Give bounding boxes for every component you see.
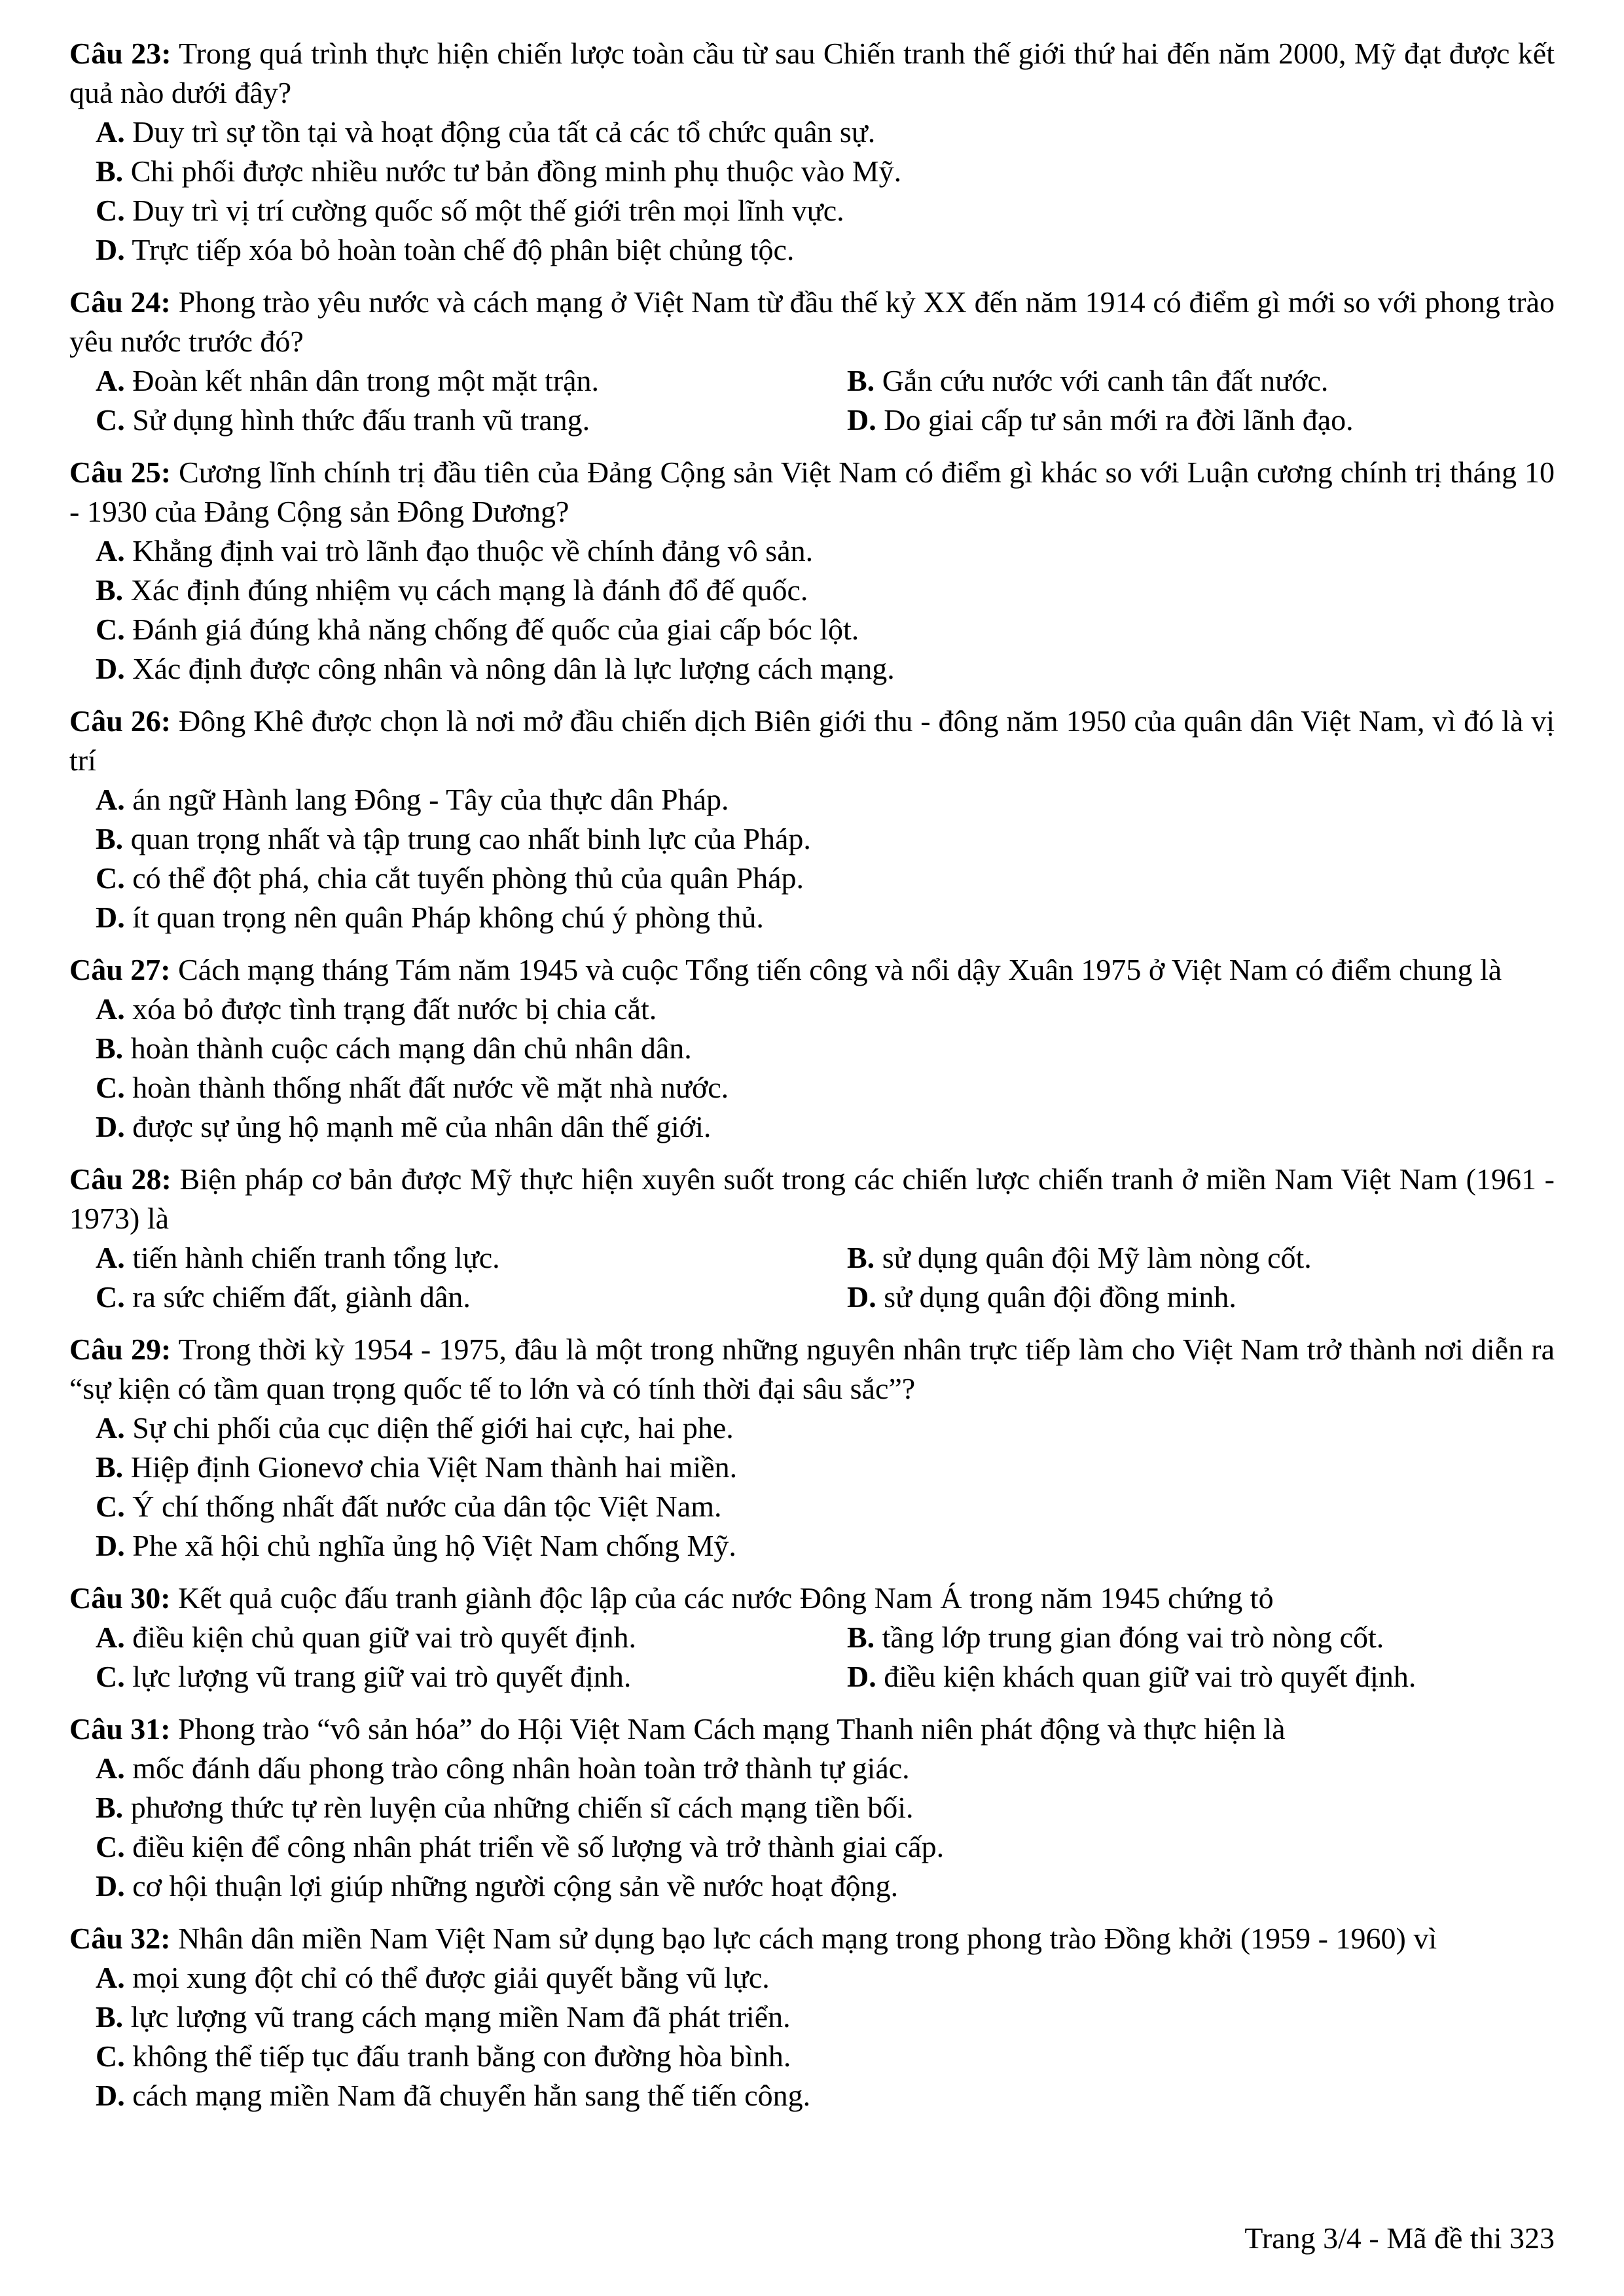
question-stem-text: Nhân dân miền Nam Việt Nam sử dụng bạo lực cách mạng trong phong trào Đồng khởi (1959 - 1960) vì — [178, 1922, 1437, 1955]
answer-option — [96, 649, 1555, 689]
question-stem-text: Đông Khê được chọn là nơi mở đầu chiến dịch Biên giới thu - đông năm 1950 của quân dân Việt Nam, vì đó là vị trí — [69, 704, 1555, 777]
question — [69, 34, 1555, 270]
answer-option — [96, 610, 1555, 649]
answer-option — [96, 780, 1555, 819]
question-stem — [69, 1919, 1555, 1958]
answer-option — [96, 1867, 1555, 1906]
option-text: Khẳng định vai trò lãnh đạo thuộc về chính đảng vô sản. — [132, 534, 814, 567]
question-stem — [69, 950, 1555, 990]
option-text: Đánh giá đúng khả năng chống đế quốc của giai cấp bóc lột. — [132, 613, 859, 646]
answer-option — [96, 1958, 1555, 1998]
answer-option — [96, 361, 847, 401]
question-label: Câu 29: — [69, 1333, 171, 1366]
answer-option — [96, 1408, 1555, 1448]
option-text: Do giai cấp tư sản mới ra đời lãnh đạo. — [884, 403, 1354, 437]
question-stem-text: Cương lĩnh chính trị đầu tiên của Đảng Cộng sản Việt Nam có điểm gì khác so với Luận cương chính trị tháng 10 - 1930 của Đảng Cộng sản Đông Dương? — [69, 456, 1555, 528]
question-label: Câu 31: — [69, 1712, 171, 1746]
option-letter: B. — [96, 1791, 124, 1824]
option-text: có thể đột phá, chia cắt tuyến phòng thủ của quân Pháp. — [132, 861, 804, 895]
answer-option — [96, 1657, 847, 1696]
option-letter: D. — [847, 403, 876, 437]
option-list — [69, 990, 1555, 1147]
answer-option — [96, 1487, 1555, 1526]
option-letter: D. — [96, 1110, 125, 1143]
answer-option — [96, 401, 847, 440]
option-list — [69, 1408, 1555, 1566]
answer-option — [96, 859, 1555, 898]
answer-option — [96, 1749, 1555, 1788]
option-letter: C. — [96, 1490, 125, 1523]
question-stem — [69, 34, 1555, 113]
option-letter: D. — [96, 233, 125, 266]
option-text: điều kiện để công nhân phát triển về số lượng và trở thành giai cấp. — [132, 1830, 945, 1863]
option-text: Sử dụng hình thức đấu tranh vũ trang. — [132, 403, 590, 437]
answer-option — [96, 2076, 1555, 2115]
option-letter: A. — [96, 1751, 125, 1785]
answer-option — [96, 1107, 1555, 1147]
option-letter: D. — [847, 1660, 876, 1693]
answer-option — [96, 1278, 847, 1317]
option-text: Chi phối được nhiều nước tư bản đồng minh phụ thuộc vào Mỹ. — [130, 154, 902, 188]
question-stem-text: Phong trào “vô sản hóa” do Hội Việt Nam Cách mạng Thanh niên phát động và thực hiện là — [178, 1712, 1286, 1746]
answer-option — [96, 152, 1555, 191]
question-label: Câu 30: — [69, 1581, 171, 1615]
option-text: điều kiện khách quan giữ vai trò quyết định. — [884, 1660, 1416, 1693]
answer-option — [847, 1278, 1555, 1317]
question — [69, 950, 1555, 1147]
option-text: tầng lớp trung gian đóng vai trò nòng cốt. — [882, 1621, 1384, 1654]
question-stem-text: Cách mạng tháng Tám năm 1945 và cuộc Tổng tiến công và nổi dậy Xuân 1975 ở Việt Nam có điểm chung là — [178, 953, 1502, 986]
answer-option — [96, 1618, 847, 1657]
option-letter: D. — [96, 652, 125, 685]
option-letter: D. — [96, 1869, 125, 1903]
option-list — [69, 1958, 1555, 2115]
answer-option — [96, 230, 1555, 270]
answer-option — [96, 1068, 1555, 1107]
answer-option — [96, 113, 1555, 152]
option-letter: D. — [96, 2079, 125, 2112]
question-stem-text: Trong quá trình thực hiện chiến lược toàn cầu từ sau Chiến tranh thế giới thứ hai đến năm 2000, Mỹ đạt được kết quả nào dưới đây? — [69, 37, 1555, 109]
option-list — [69, 113, 1555, 270]
option-text: Đoàn kết nhân dân trong một mặt trận. — [132, 364, 600, 397]
answer-option — [96, 1526, 1555, 1566]
question-stem — [69, 1160, 1555, 1238]
question — [69, 283, 1555, 440]
answer-option — [96, 1029, 1555, 1068]
option-letter: C. — [96, 2039, 125, 2073]
option-list — [69, 1749, 1555, 1906]
question-label: Câu 23: — [69, 37, 171, 70]
option-text: xóa bỏ được tình trạng đất nước bị chia cắt. — [132, 992, 657, 1026]
question-stem — [69, 1710, 1555, 1749]
option-letter: C. — [96, 1830, 125, 1863]
option-letter: B. — [847, 364, 875, 397]
option-letter: C. — [96, 1071, 125, 1104]
option-letter: D. — [96, 1529, 125, 1562]
option-text: Hiệp định Gionevơ chia Việt Nam thành hai miền. — [130, 1450, 738, 1484]
option-text: sử dụng quân đội Mỹ làm nòng cốt. — [882, 1241, 1312, 1274]
option-text: lực lượng vũ trang cách mạng miền Nam đã phát triển. — [130, 2000, 791, 2034]
answer-option — [847, 1657, 1555, 1696]
question-label: Câu 24: — [69, 285, 171, 319]
answer-option — [96, 571, 1555, 610]
option-text: cách mạng miền Nam đã chuyển hẳn sang thế tiến công. — [132, 2079, 811, 2112]
option-letter: A. — [96, 364, 125, 397]
question-label: Câu 26: — [69, 704, 171, 738]
option-list — [69, 780, 1555, 937]
question-stem — [69, 1579, 1555, 1618]
option-letter: A. — [96, 1241, 125, 1274]
option-text: ít quan trọng nên quân Pháp không chú ý phòng thủ. — [132, 901, 764, 934]
option-letter: D. — [96, 901, 125, 934]
option-text: Gắn cứu nước với canh tân đất nước. — [882, 364, 1329, 397]
option-text: phương thức tự rèn luyện của những chiến sĩ cách mạng tiền bối. — [130, 1791, 914, 1824]
question-label: Câu 28: — [69, 1162, 171, 1196]
answer-option — [96, 898, 1555, 937]
option-list — [69, 361, 1555, 440]
question — [69, 1710, 1555, 1906]
answer-option — [96, 819, 1555, 859]
option-letter: B. — [847, 1621, 875, 1654]
option-text: Xác định được công nhân và nông dân là lực lượng cách mạng. — [132, 652, 895, 685]
option-text: điều kiện chủ quan giữ vai trò quyết định. — [132, 1621, 636, 1654]
question — [69, 1919, 1555, 2115]
option-letter: A. — [96, 783, 125, 816]
option-text: Sự chi phối của cục diện thế giới hai cực, hai phe. — [132, 1411, 734, 1444]
question-stem — [69, 283, 1555, 361]
option-letter: A. — [96, 1621, 125, 1654]
option-letter: A. — [96, 534, 125, 567]
option-list — [69, 1238, 1555, 1317]
option-text: Phe xã hội chủ nghĩa ủng hộ Việt Nam chống Mỹ. — [132, 1529, 736, 1562]
answer-option — [96, 1448, 1555, 1487]
option-text: cơ hội thuận lợi giúp những người cộng sản về nước hoạt động. — [132, 1869, 899, 1903]
question — [69, 702, 1555, 937]
option-letter: A. — [96, 992, 125, 1026]
question-list — [69, 34, 1555, 2115]
option-text: tiến hành chiến tranh tổng lực. — [132, 1241, 500, 1274]
answer-option — [847, 1618, 1555, 1657]
option-letter: B. — [96, 822, 124, 855]
question-label: Câu 27: — [69, 953, 171, 986]
question — [69, 1579, 1555, 1696]
option-letter: D. — [847, 1280, 876, 1314]
option-letter: B. — [96, 2000, 124, 2034]
option-text: được sự ủng hộ mạnh mẽ của nhân dân thế giới. — [132, 1110, 712, 1143]
answer-option — [96, 1827, 1555, 1867]
option-text: Ý chí thống nhất đất nước của dân tộc Việt Nam. — [132, 1490, 722, 1523]
option-letter: B. — [96, 1031, 124, 1065]
question-stem-text: Biện pháp cơ bản được Mỹ thực hiện xuyên suốt trong các chiến lược chiến tranh ở miền Nam Việt Nam (1961 - 1973) là — [69, 1162, 1555, 1235]
question-stem — [69, 702, 1555, 780]
answer-option — [96, 1788, 1555, 1827]
option-letter: C. — [96, 403, 125, 437]
option-text: lực lượng vũ trang giữ vai trò quyết định. — [132, 1660, 632, 1693]
question-stem-text: Phong trào yêu nước và cách mạng ở Việt Nam từ đầu thế kỷ XX đến năm 1914 có điểm gì mới so với phong trào yêu nước trước đó? — [69, 285, 1555, 358]
option-letter: B. — [96, 1450, 124, 1484]
option-text: không thể tiếp tục đấu tranh bằng con đường hòa bình. — [132, 2039, 791, 2073]
answer-option — [847, 1238, 1555, 1278]
option-text: Duy trì vị trí cường quốc số một thế giới trên mọi lĩnh vực. — [132, 194, 844, 227]
option-text: quan trọng nhất và tập trung cao nhất binh lực của Pháp. — [130, 822, 811, 855]
question-stem — [69, 1330, 1555, 1408]
option-list — [69, 1618, 1555, 1696]
question-label: Câu 32: — [69, 1922, 171, 1955]
answer-option — [96, 1238, 847, 1278]
answer-option — [847, 361, 1555, 401]
page-footer: Trang 3/4 - Mã đề thi 323 — [1244, 2221, 1555, 2255]
option-letter: C. — [96, 1660, 125, 1693]
option-text: Duy trì sự tồn tại và hoạt động của tất cả các tổ chức quân sự. — [132, 115, 876, 149]
option-text: mọi xung đột chỉ có thể được giải quyết bằng vũ lực. — [132, 1961, 770, 1994]
option-letter: B. — [96, 154, 124, 188]
option-text: Xác định đúng nhiệm vụ cách mạng là đánh đổ đế quốc. — [130, 573, 808, 607]
option-letter: B. — [96, 573, 124, 607]
option-letter: A. — [96, 1961, 125, 1994]
option-letter: C. — [96, 861, 125, 895]
answer-option — [96, 531, 1555, 571]
option-text: mốc đánh dấu phong trào công nhân hoàn toàn trở thành tự giác. — [132, 1751, 910, 1785]
option-letter: C. — [96, 613, 125, 646]
question — [69, 1330, 1555, 1566]
option-text: án ngữ Hành lang Đông - Tây của thực dân Pháp. — [132, 783, 729, 816]
option-text: hoàn thành cuộc cách mạng dân chủ nhân dân. — [130, 1031, 692, 1065]
question-stem-text: Trong thời kỳ 1954 - 1975, đâu là một trong những nguyên nhân trực tiếp làm cho Việt Nam trở thành nơi diễn ra “sự kiện có tầm quan trọng quốc tế to lớn và có tính thời đại sâu sắc”? — [69, 1333, 1555, 1405]
option-letter: A. — [96, 1411, 125, 1444]
answer-option — [96, 191, 1555, 230]
option-letter: C. — [96, 194, 125, 227]
option-text: Trực tiếp xóa bỏ hoàn toàn chế độ phân biệt chủng tộc. — [132, 233, 795, 266]
answer-option — [847, 401, 1555, 440]
question-label: Câu 25: — [69, 456, 171, 489]
option-text: sử dụng quân đội đồng minh. — [884, 1280, 1236, 1314]
question — [69, 453, 1555, 689]
option-text: hoàn thành thống nhất đất nước về mặt nhà nước. — [132, 1071, 729, 1104]
option-text: ra sức chiếm đất, giành dân. — [132, 1280, 471, 1314]
option-letter: C. — [96, 1280, 125, 1314]
question-stem — [69, 453, 1555, 531]
option-letter: A. — [96, 115, 125, 149]
answer-option — [96, 990, 1555, 1029]
question-stem-text: Kết quả cuộc đấu tranh giành độc lập của các nước Đông Nam Á trong năm 1945 chứng tỏ — [178, 1581, 1274, 1615]
question — [69, 1160, 1555, 1317]
option-letter: B. — [847, 1241, 875, 1274]
answer-option — [96, 1998, 1555, 2037]
answer-option — [96, 2037, 1555, 2076]
option-list — [69, 531, 1555, 689]
